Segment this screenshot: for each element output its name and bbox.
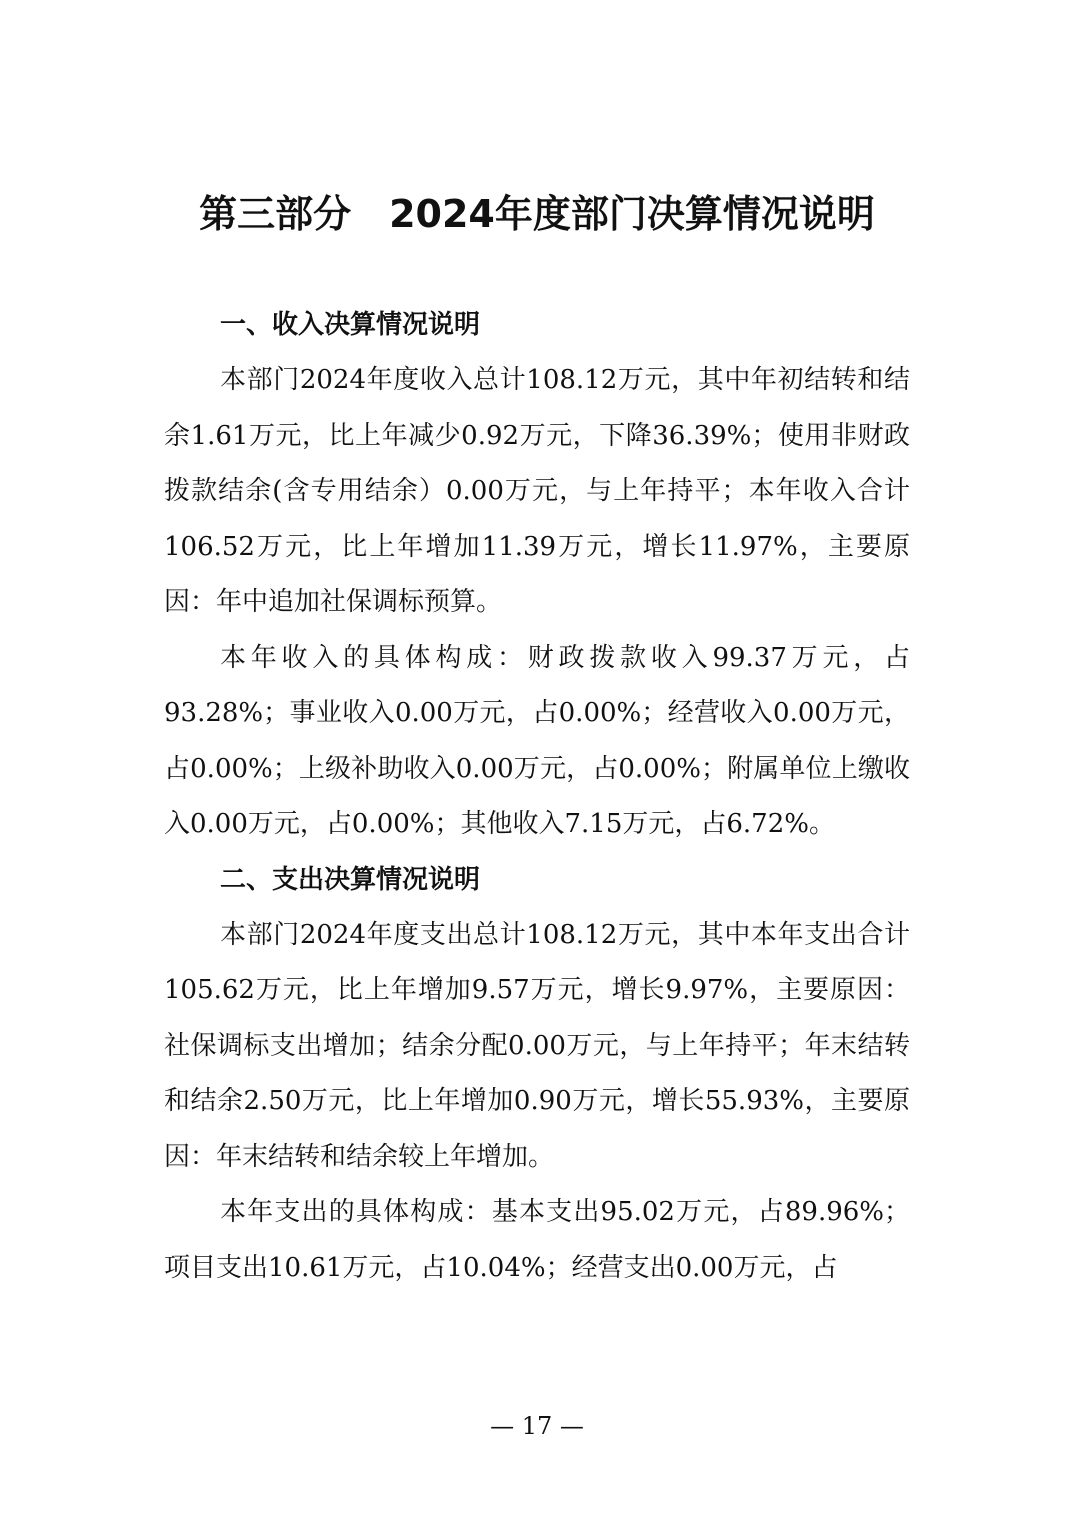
page-title: 第三部分 2024年度部门决算情况说明: [199, 192, 875, 236]
section-heading-expenditure: 二、支出决算情况说明: [220, 864, 481, 895]
income-paragraph-summary: 本部门2024年度收入总计108.12万元，其中年初结转和结余1.61万元，比上年减少0.92万元，下降36.39%；使用非财政拨款结余(含专用结余）0.00万元，与上年持平；本年收入合计106.52万元，比上年增加11.39万元，增长11.97%，主要原因：年中追加社保调标预算。: [164, 365, 910, 617]
section-heading-income: 一、收入决算情况说明: [220, 310, 481, 340]
document-body: [164, 298, 910, 1296]
page-number: — 17 —: [490, 1412, 584, 1440]
expenditure-paragraph-composition: 本年支出的具体构成：基本支出95.02万元，占89.96%；项目支出10.61万元，占10.04%；经营支出0.00万元，占: [164, 1197, 910, 1283]
income-paragraph-composition: 本年收入的具体构成：财政拨款收入99.37万元，占93.28%；事业收入0.00万元，占0.00%；经营收入0.00万元，占0.00%；上级补助收入0.00万元，占0.00%；附属单位上缴收入0.00万元，占0.00%；其他收入7.15万元，占6.72%。: [164, 642, 910, 839]
expenditure-paragraph-summary: 本部门2024年度支出总计108.12万元，其中本年支出合计105.62万元，比上年增加9.57万元，增长9.97%，主要原因：社保调标支出增加；结余分配0.00万元，与上年持平；年末结转和结余2.50万元，比上年增加0.90万元，增长55.93%，主要原因：年末结转和结余较上年增加。: [164, 919, 910, 1172]
